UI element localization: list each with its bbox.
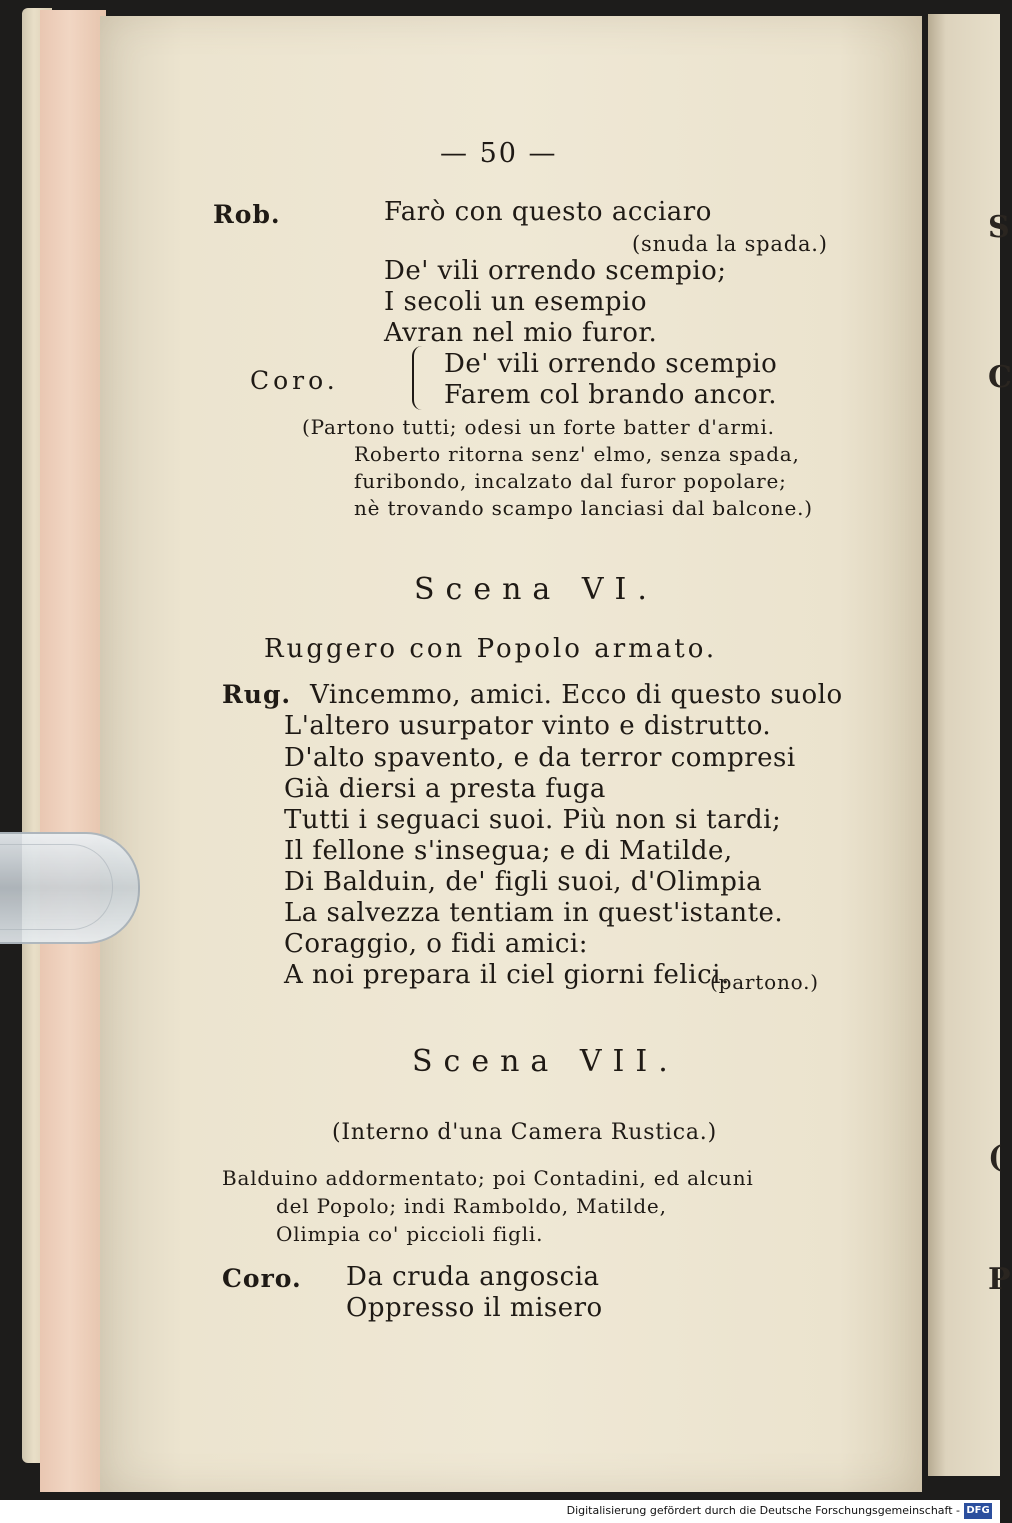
page-clip <box>0 832 140 944</box>
stage-direction-line: (Partono tutti; odesi un forte batter d'armi. <box>302 415 775 439</box>
stage-direction-line: furibondo, incalzato dal furor popolare; <box>354 469 787 493</box>
verse-line: L'altero usurpator vinto e distrutto. <box>284 711 772 741</box>
stage-direction-line: del Popolo; indi Ramboldo, Matilde, <box>276 1194 667 1218</box>
verse-line: D'alto spavento, e da terror compresi <box>284 743 796 773</box>
verse-line: Farò con questo acciaro <box>384 197 712 227</box>
stage-direction-line: nè trovando scampo lanciasi dal balcone.) <box>354 496 813 520</box>
stage-direction-line: Olimpia co' piccioli figli. <box>276 1222 544 1246</box>
page-block-edges <box>40 10 106 1492</box>
verse-line: De' vili orrendo scempio; <box>384 256 727 286</box>
stage-direction-line: Roberto ritorna senz' elmo, senza spada, <box>354 442 800 466</box>
footer-credit: Digitalisierung gefördert durch die Deutsche Forschungsgemeinschaft - <box>566 1504 960 1517</box>
page-number: — 50 — <box>440 138 558 169</box>
right-page-glyph: S <box>988 210 1010 245</box>
stage-direction-exit: (partono.) <box>710 970 819 994</box>
verse-line: Già diersi a presta fuga <box>284 774 606 804</box>
verse-line: Coraggio, o fidi amici: <box>284 929 588 959</box>
scene-subtitle: Ruggero con Popolo armato. <box>264 634 718 664</box>
coro-line: De' vili orrendo scempio <box>444 349 778 379</box>
scene-title: Scena VI. <box>414 572 658 607</box>
scene-setting: (Interno d'una Camera Rustica.) <box>332 1120 717 1145</box>
brace <box>412 346 428 410</box>
dfg-logo: DFG <box>964 1503 992 1519</box>
verse-line: Avran nel mio furor. <box>384 318 658 348</box>
verse-line: Tutti i seguaci suoi. Più non si tardi; <box>284 805 782 835</box>
verse-line: Il fellone s'insegua; e di Matilde, <box>284 836 733 866</box>
right-page-glyph: P <box>988 1262 1011 1297</box>
right-page-glyph: C <box>988 360 1012 395</box>
verse-line: I secoli un esempio <box>384 287 648 317</box>
speaker-coro: Coro. <box>222 1264 302 1293</box>
verse-line: La salvezza tentiam in quest'istante. <box>284 898 784 928</box>
right-page-glyph: ( <box>988 1140 1003 1175</box>
verse-line: Vincemmo, amici. Ecco di questo suolo <box>310 680 843 710</box>
verse-line: Oppresso il misero <box>346 1293 603 1323</box>
scene-title: Scena VII. <box>412 1044 679 1079</box>
verse-line: Di Balduin, de' figli suoi, d'Olimpia <box>284 867 763 897</box>
stage-direction-sword: (snuda la spada.) <box>632 232 828 256</box>
stage-direction-line: Balduino addormentato; poi Contadini, ed alcuni <box>222 1166 754 1190</box>
speaker-rug: Rug. <box>222 680 292 709</box>
coro-line: Farem col brando ancor. <box>444 380 777 410</box>
speaker-rob: Rob. <box>213 200 281 229</box>
page-clip-inner <box>0 844 113 930</box>
verse-line: Da cruda angoscia <box>346 1262 600 1292</box>
verse-line: A noi prepara il ciel giorni felici. <box>284 960 730 990</box>
speaker-coro: Coro. <box>250 366 339 395</box>
footer-bar <box>0 1500 1000 1523</box>
